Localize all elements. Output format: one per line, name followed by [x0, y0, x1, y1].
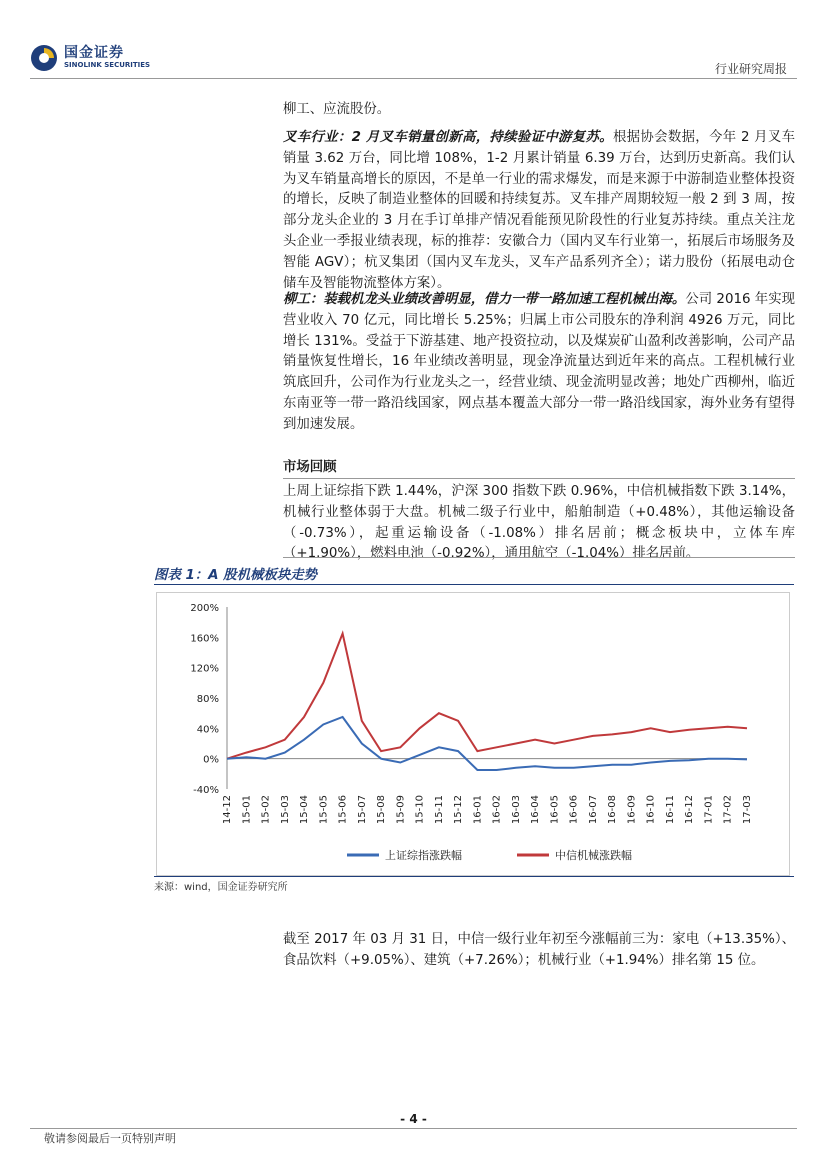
forklift-lead: 叉车行业：2 月叉车销量创新高，持续验证中游复苏。 — [283, 130, 613, 145]
market-text: 上周上证综指下跌 1.44%，沪深 300 指数下跌 0.96%，中信机械指数下跌 3.14%，机械行业整体弱于大盘。机械二级子行业中，船舶制造（+0.48%），其他运输设备（-0.73%），起重运输设备（-1.08%）排名居前；概念板块中，立体车库（+1.90%），燃料电池（-0.92%），通用航空（-1.04%）排名居前。 — [283, 484, 795, 562]
x-tick-label: 16-08 — [607, 795, 619, 825]
y-tick-label: 40% — [196, 724, 219, 736]
y-tick-label: 0% — [203, 754, 219, 766]
page-header — [0, 0, 827, 80]
x-tick-label: 16-02 — [491, 795, 503, 825]
y-tick-label: 160% — [190, 633, 219, 645]
x-tick-label: 16-07 — [587, 795, 599, 825]
x-tick-label: 16-01 — [472, 795, 484, 825]
closing-text: 截至 2017 年 03 月 31 日，中信一级行业年初至今涨幅前三为：家电（+13.35%）、食品饮料（+9.05%）、建筑（+7.26%）；机械行业（+1.94%）排名第 15 位。 — [283, 932, 795, 968]
x-tick-label: 15-10 — [414, 795, 426, 825]
x-tick-label: 15-08 — [376, 795, 388, 825]
forklift-paragraph — [283, 128, 795, 294]
chart-frame — [156, 592, 790, 876]
y-tick-label: 120% — [190, 663, 219, 675]
liugong-lead: 柳工：装载机龙头业绩改善明显，借力一带一路加速工程机械出海。 — [283, 292, 686, 307]
logo-chinese-name: 国金证券 — [64, 45, 124, 61]
page-number: - 4 - — [400, 1112, 427, 1126]
intro-line: 柳工、应流股份。 — [283, 102, 391, 117]
x-tick-label: 17-02 — [722, 795, 734, 825]
x-tick-label: 15-11 — [433, 795, 445, 825]
figure-bottom-rule — [154, 876, 794, 877]
x-tick-label: 16-12 — [684, 795, 696, 825]
x-tick-label: 17-03 — [742, 795, 753, 825]
logo-icon — [30, 44, 58, 72]
footer-disclaimer: 敬请参阅最后一页特别声明 — [44, 1132, 176, 1145]
x-tick-label: 15-06 — [337, 795, 349, 825]
x-tick-label: 16-03 — [510, 795, 522, 825]
header-divider — [30, 78, 797, 79]
figure-title: 图表 1：A 股机械板块走势 — [154, 568, 317, 583]
x-tick-label: 15-04 — [299, 795, 311, 825]
section-divider — [283, 478, 795, 479]
figure-top-rule — [154, 584, 794, 585]
x-tick-label: 16-11 — [664, 795, 676, 825]
x-tick-label: 16-05 — [549, 795, 561, 825]
y-tick-label: 200% — [190, 603, 219, 614]
logo-english-name: SINOLINK SECURITIES — [64, 61, 151, 69]
series-line — [227, 717, 747, 770]
intro-paragraph — [283, 100, 795, 121]
report-type: 行业研究周报 — [714, 62, 787, 76]
figure-source: 来源：wind，国金证券研究所 — [154, 882, 288, 893]
legend-label: 上证综指涨跌幅 — [385, 849, 462, 862]
line-chart — [157, 593, 789, 875]
x-tick-label: 15-12 — [453, 795, 465, 825]
x-tick-label: 16-09 — [626, 795, 638, 825]
liugong-paragraph — [283, 290, 795, 436]
x-tick-label: 15-01 — [241, 795, 253, 825]
forklift-text: 根据协会数据，今年 2 月叉车销量 3.62 万台，同比增 108%，1-2 月累计销量 6.39 万台，达到历史新高。我们认为叉车销量高增长的原因，不是单一行业的需求爆发，而是来源于中游制造业整体投资的增长，反映了制造业整体的回暖和持续复苏。叉车排产周期较短一般 2 到 3 周，按部分龙头企业的 3 月在手订单排产情况看能预见阶段性的行业复苏持续。重点关注龙头企业一季报业绩表现，标的推荐：安徽合力（国内叉车行业第一，拓展后市场服务及智能 AGV）；杭叉集团（国内叉车龙头，叉车产品系列齐全）；诺力股份（拓展电动仓储车及智能物流整体方案）。 — [283, 130, 795, 291]
legend-label: 中信机械涨跌幅 — [555, 849, 632, 862]
x-tick-label: 17-01 — [703, 795, 715, 825]
y-tick-label: -40% — [193, 785, 219, 796]
liugong-text: 公司 2016 年实现营业收入 70 亿元，同比增长 5.25%；归属上市公司股东的净利润 4926 万元，同比增长 131%。受益于下游基建、地产投资拉动，以及煤炭矿山盈利改善影响，公司产品销量恢复性增长，16 年业绩改善明显，现金净流量达到近年来的高点。工程机械行业筑底回升，公司作为行业龙头之一，经营业绩、现金流明显改善；地处广西柳州，临近东南亚等一带一路沿线国家，网点基本覆盖大部分一带一路沿线国家，海外业务有望得到加速发展。 — [283, 292, 795, 432]
x-tick-label: 16-04 — [530, 795, 542, 825]
x-tick-label: 15-03 — [279, 795, 291, 825]
market-paragraph — [283, 482, 795, 565]
y-tick-label: 80% — [196, 694, 219, 705]
x-tick-label: 16-06 — [568, 795, 580, 825]
closing-paragraph — [283, 930, 795, 972]
x-tick-label: 15-02 — [260, 795, 272, 825]
x-tick-label: 14-12 — [222, 795, 233, 825]
x-tick-label: 15-09 — [395, 795, 407, 825]
x-tick-label: 16-10 — [645, 795, 657, 825]
x-tick-label: 15-07 — [356, 795, 368, 825]
x-tick-label: 15-05 — [318, 795, 330, 825]
market-review-title: 市场回顾 — [283, 460, 337, 475]
company-logo — [30, 44, 150, 72]
footer-divider — [30, 1128, 797, 1129]
section-divider-bottom — [283, 557, 795, 558]
